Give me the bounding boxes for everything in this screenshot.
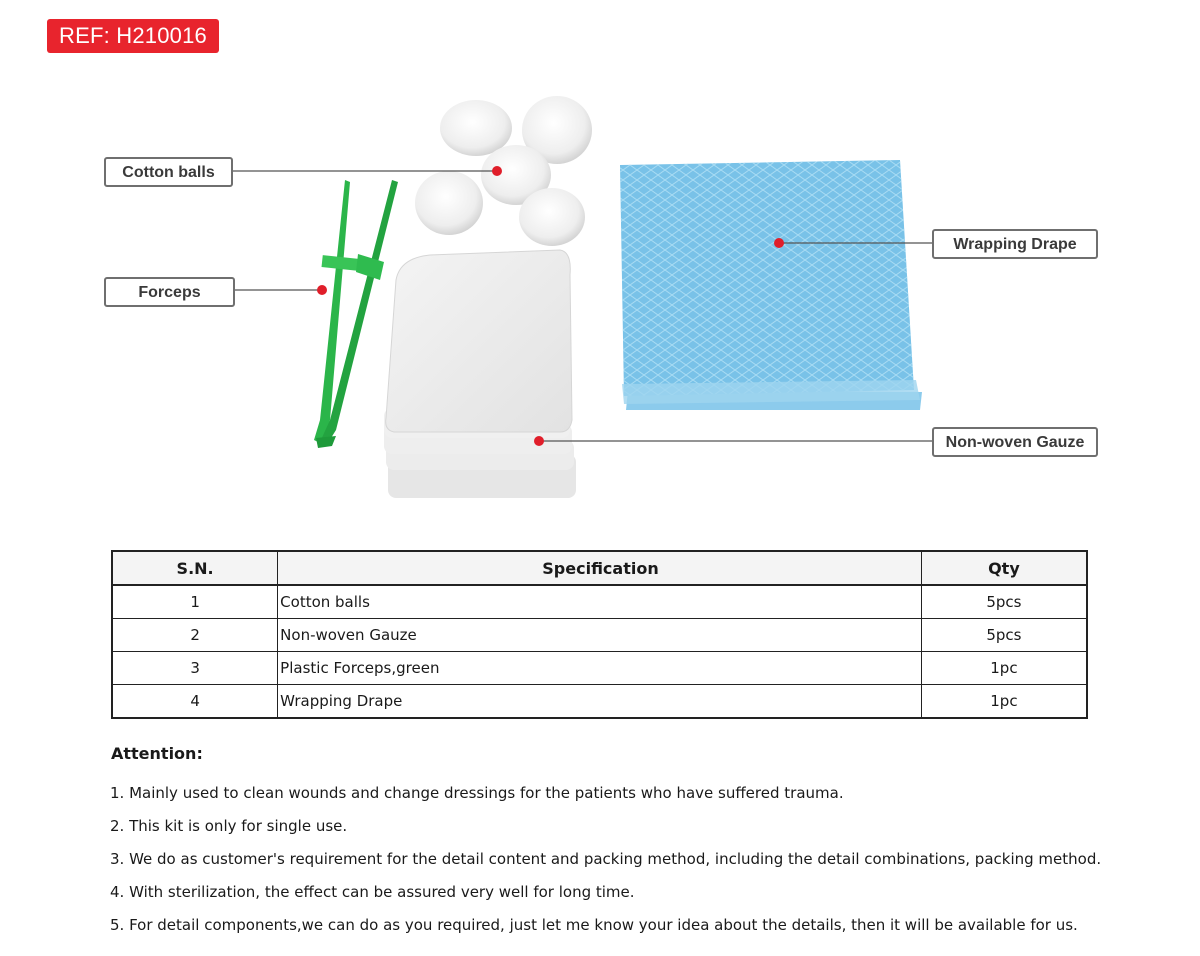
table-row [112,585,1087,619]
header-sn: S.N. [112,551,278,585]
cell-sn: 1 [112,585,278,619]
table-row [112,619,1087,652]
attention-list [110,782,1101,947]
cell-sn: 3 [112,652,278,685]
header-specification: Specification [278,551,922,585]
list-item: 1. Mainly used to clean wounds and change dressings for the patients who have suffered trauma. [110,784,844,802]
header-qty: Qty [921,551,1087,585]
cell-qty: 5pcs [921,585,1087,619]
callout-wrapping-drape: Wrapping Drape [932,229,1098,259]
gauze-image [384,250,576,498]
attention-title: Attention: [111,744,203,763]
table-row [112,652,1087,685]
callout-cotton-balls: Cotton balls [104,157,233,187]
cell-qty: 1pc [921,685,1087,719]
list-item: 2. This kit is only for single use. [110,817,348,835]
cell-spec: Wrapping Drape [278,685,922,719]
list-item: 4. With sterilization, the effect can be assured very well for long time. [110,883,635,901]
list-item: 5. For detail components,we can do as you required, just let me know your idea about the details, then it will be available for us. [110,916,1078,934]
forceps-image [314,180,398,448]
table-header-row [112,551,1087,585]
callout-forceps: Forceps [104,277,235,307]
callout-gauze: Non-woven Gauze [932,427,1098,457]
cell-spec: Cotton balls [278,585,922,619]
wrapping-drape-image [620,160,922,410]
list-item: 3. We do as customer's requirement for the detail content and packing method, including the detail combinations, packing method. [110,850,1102,868]
ref-badge: REF: H210016 [47,19,219,53]
spec-table [111,550,1088,719]
cell-spec: Non-woven Gauze [278,619,922,652]
cell-qty: 1pc [921,652,1087,685]
cell-sn: 2 [112,619,278,652]
cell-sn: 4 [112,685,278,719]
cell-qty: 5pcs [921,619,1087,652]
table-row [112,685,1087,719]
cell-spec: Plastic Forceps,green [278,652,922,685]
